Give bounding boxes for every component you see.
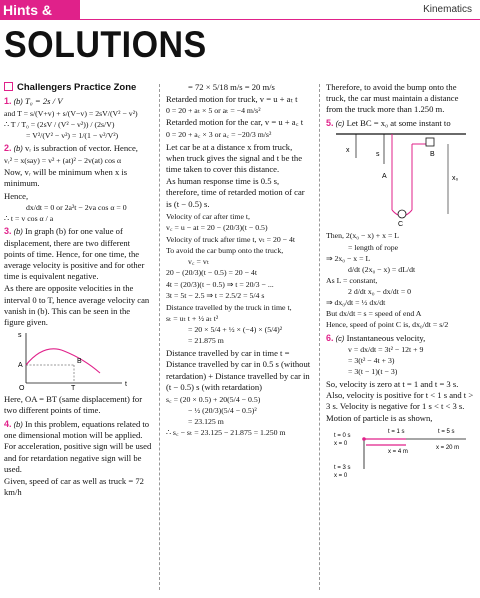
q6-line: Motion of particle is as shown, xyxy=(326,413,433,424)
solution-line: Distance travelled by the truck in time t, xyxy=(166,302,292,312)
pulley-rope-figure xyxy=(326,130,476,228)
solution-line: v꜀ = u − at = 20 − (20/3)(t − 0.5) xyxy=(166,222,268,232)
solution-line: Retarded motion for truck, v = u + aₜ t xyxy=(166,94,298,105)
q2-line: dx/dt = 0 or 2a²t − 2va cos α = 0 xyxy=(26,202,127,212)
q3-option: (b) xyxy=(13,226,23,236)
q6-line: So, velocity is zero at t = 1 and t = 3 s. Also, velocity is positive for t < 1 s and t > 3 s. Velocity is negative for 1 s < t < 3 s. xyxy=(326,378,474,411)
q2-option: (b) xyxy=(13,144,23,154)
graph-origin: O xyxy=(19,385,25,392)
q4-line: Given, speed of car as well as truck = 72 km/h xyxy=(4,475,144,498)
chapter-name: Kinematics xyxy=(423,4,472,15)
particle-motion-figure xyxy=(326,425,476,481)
solution-line: 0 = 20 + a꜀ × 3 or a꜀ = −20/3 m/s² xyxy=(166,129,272,139)
fig1-label-c: C xyxy=(398,221,404,229)
fig1-label-a: A xyxy=(382,173,387,181)
q5-line: But dx/dt = s = speed of end A xyxy=(326,309,422,319)
q2-line: vᵣ² = x(say) = v² + (at)² − 2v(at) cos α xyxy=(4,156,122,166)
solution-line: v꜀ = vₜ xyxy=(188,257,210,267)
q4-option: (b) xyxy=(13,419,23,429)
fig2-t3: t = 3 s xyxy=(334,465,351,472)
fig2-x0: x = 0 xyxy=(334,441,348,448)
solution-line: sₜ = uₜ t + ½ aₜ t² xyxy=(166,313,219,323)
q5-line: 2 d/dt x₀ − dx/dt = 0 xyxy=(348,287,412,296)
q6-number: 6. xyxy=(326,332,334,343)
q4-line: In this problem, equations related to one dimensional motion will be applied. For acceleration, positive sign will be used and for retardation negative sign will be used. xyxy=(4,418,152,474)
header-tab-label: Hints & xyxy=(3,2,52,18)
start-point xyxy=(362,437,366,441)
q1-line: and T = s/(V+v) + s/(V−v) = 2sV/(V² − v²) xyxy=(4,109,138,119)
displacement-time-graph xyxy=(4,329,144,391)
block-b xyxy=(426,138,434,146)
q1-line: = V²/(V² − v²) = 1/(1 − v²/V²) xyxy=(26,131,119,141)
q2-line: vᵣ is subraction of vector. Hence, xyxy=(25,143,138,154)
graph-x-label: t xyxy=(125,381,127,389)
q3-number: 3. xyxy=(4,225,12,236)
graph-point-a: A xyxy=(18,362,23,370)
solution-line: Therefore, to avoid the bump onto the truck, the car must maintain a distance from the truck more than 1.250 m. xyxy=(326,82,459,115)
solution-line: s꜀ = (20 × 0.5) + 20(5/4 − 0.5) xyxy=(166,394,261,404)
solution-line: Velocity of truck after time t, vₜ = 20 − 4t xyxy=(166,235,296,245)
q5-line: ⇒ dx₀/dt = ½ dx/dt xyxy=(326,298,386,308)
solution-line: To avoid the car bump onto the truck, xyxy=(166,246,284,256)
q2-number: 2. xyxy=(4,143,12,154)
q6-line: = 3(t − 1)(t − 3) xyxy=(348,367,398,377)
solution-line: ∴ s꜀ − sₜ = 23.125 − 21.875 = 1.250 m xyxy=(166,428,286,438)
column-2 xyxy=(166,82,312,439)
solution-line: Velocity of car after time t, xyxy=(166,211,250,221)
q1-line: ∴ T / T₀ = (2sV / (V² − v²)) / (2s/V) xyxy=(4,120,115,130)
graph-point-b: B xyxy=(77,358,82,366)
q5-line: As L = constant, xyxy=(326,275,378,285)
q2-line: Now, vᵣ will be minimum when x is minimum. xyxy=(4,167,128,189)
solution-line: Let car be at a distance x from truck, when truck gives the signal and t be the time taken to cover this distance. xyxy=(166,141,303,175)
q3-line: Here, OA = BT (same displacement) for two different points of time. xyxy=(4,394,143,416)
q5-number: 5. xyxy=(326,117,334,128)
fig1-label-b: B xyxy=(430,151,435,159)
q6-line: v = dx/dt = 3t² − 12t + 9 xyxy=(348,345,424,355)
q5-line: Then, 2(x₀ − x) + x = L xyxy=(326,231,400,241)
solution-line: Distance travelled by car in time t = Distance travelled by car in 0.5 s (without retardation) + Distance travelled by car in (t − 0.5) s (with retardation) xyxy=(166,348,311,392)
solution-line: = 23.125 m xyxy=(188,417,224,427)
column-1 xyxy=(4,82,152,499)
fig2-t5: t = 5 s xyxy=(438,429,455,436)
header-rule xyxy=(80,19,480,20)
square-bullet-icon xyxy=(4,82,13,91)
section-title: Challengers Practice Zone xyxy=(17,82,137,93)
fig2-x20: x = 20 m xyxy=(436,445,460,452)
q3-line: In graph (b) for one value of displacement, there are two different points of time. Hence, for one time, the average velocity is positive and for other time is equivalent negative. xyxy=(4,225,145,282)
header-tab xyxy=(0,0,80,20)
q1-option: (b) xyxy=(13,97,23,107)
solution-line: 3t = 5t − 2.5 ⇒ t = 2.5/2 = 5/4 s xyxy=(166,290,265,300)
solution-line: = 21.875 m xyxy=(188,336,224,346)
solution-line: 20 − (20/3)(t − 0.5) = 20 − 4t xyxy=(166,268,258,278)
q5-line: Hence, speed of point C is, dx₀/dt = s/2 xyxy=(326,320,449,330)
q6-line: Instantaneous velocity, xyxy=(346,332,426,343)
q6-option: (c) xyxy=(335,333,345,343)
q6-line: = 3(t² − 4t + 3) xyxy=(348,356,395,366)
solution-line: As human response time is 0.5 s, therefore, time of retarded motion of car is (t − 0.5) s. xyxy=(166,176,305,209)
graph-y-label: s xyxy=(18,332,22,340)
solution-line: = 20 × 5/4 + ½ × (−4) × (5/4)² xyxy=(188,325,283,335)
page-title: SOLUTIONS xyxy=(4,24,207,65)
fig1-label-s: s xyxy=(376,151,380,159)
fig2-t1: t = 1 s xyxy=(388,429,405,436)
fig2-t0: t = 0 s xyxy=(334,433,351,440)
column-divider-2 xyxy=(319,84,320,590)
q5-option: (c) xyxy=(335,118,345,128)
pulley-c xyxy=(398,210,406,218)
displacement-curve xyxy=(26,349,100,373)
solution-line: 4t = (20/3)(t − 0.5) ⇒ t = 20/3 − ... xyxy=(166,279,274,289)
solution-line: − ½ (20/3)(5/4 − 0.5)² xyxy=(188,406,257,416)
q1-line: T₀ = 2s / V xyxy=(25,96,63,107)
fig1-label-x: x xyxy=(346,147,350,155)
q2-line: ∴ t = v cos α / a xyxy=(4,213,54,223)
q5-line: d/dt (2x₀ − x) = dL/dt xyxy=(348,264,416,274)
column-divider-1 xyxy=(159,84,160,590)
q5-line: Let BC = x₀ at some instant to xyxy=(346,117,451,128)
q3-line: As there are opposite velocities in the interval 0 to T, hence average velocity can vanish in (b). This can be seen in the figure given. xyxy=(4,283,150,327)
solution-line: Retarded motion for the car, v = u + a꜀ t xyxy=(166,117,304,128)
column-3 xyxy=(326,82,476,484)
section-heading xyxy=(4,82,152,94)
graph-t-mark: T xyxy=(71,385,76,392)
solution-line: = 72 × 5/18 m/s = 20 m/s xyxy=(188,82,275,92)
q5-line: ⇒ 2x₀ − x = L xyxy=(326,253,371,263)
q5-line: = length of rope xyxy=(348,242,399,252)
q4-number: 4. xyxy=(4,418,12,429)
solution-line: 0 = 20 + aₜ × 5 or aₜ = −4 m/s² xyxy=(166,106,261,116)
fig2-x4: x = 4 m xyxy=(388,449,408,456)
q1-number: 1. xyxy=(4,96,12,107)
fig2-x3: x = 0 xyxy=(334,473,348,480)
q2-line: Hence, xyxy=(4,190,29,201)
fig1-label-x0: x₀ xyxy=(452,175,459,183)
